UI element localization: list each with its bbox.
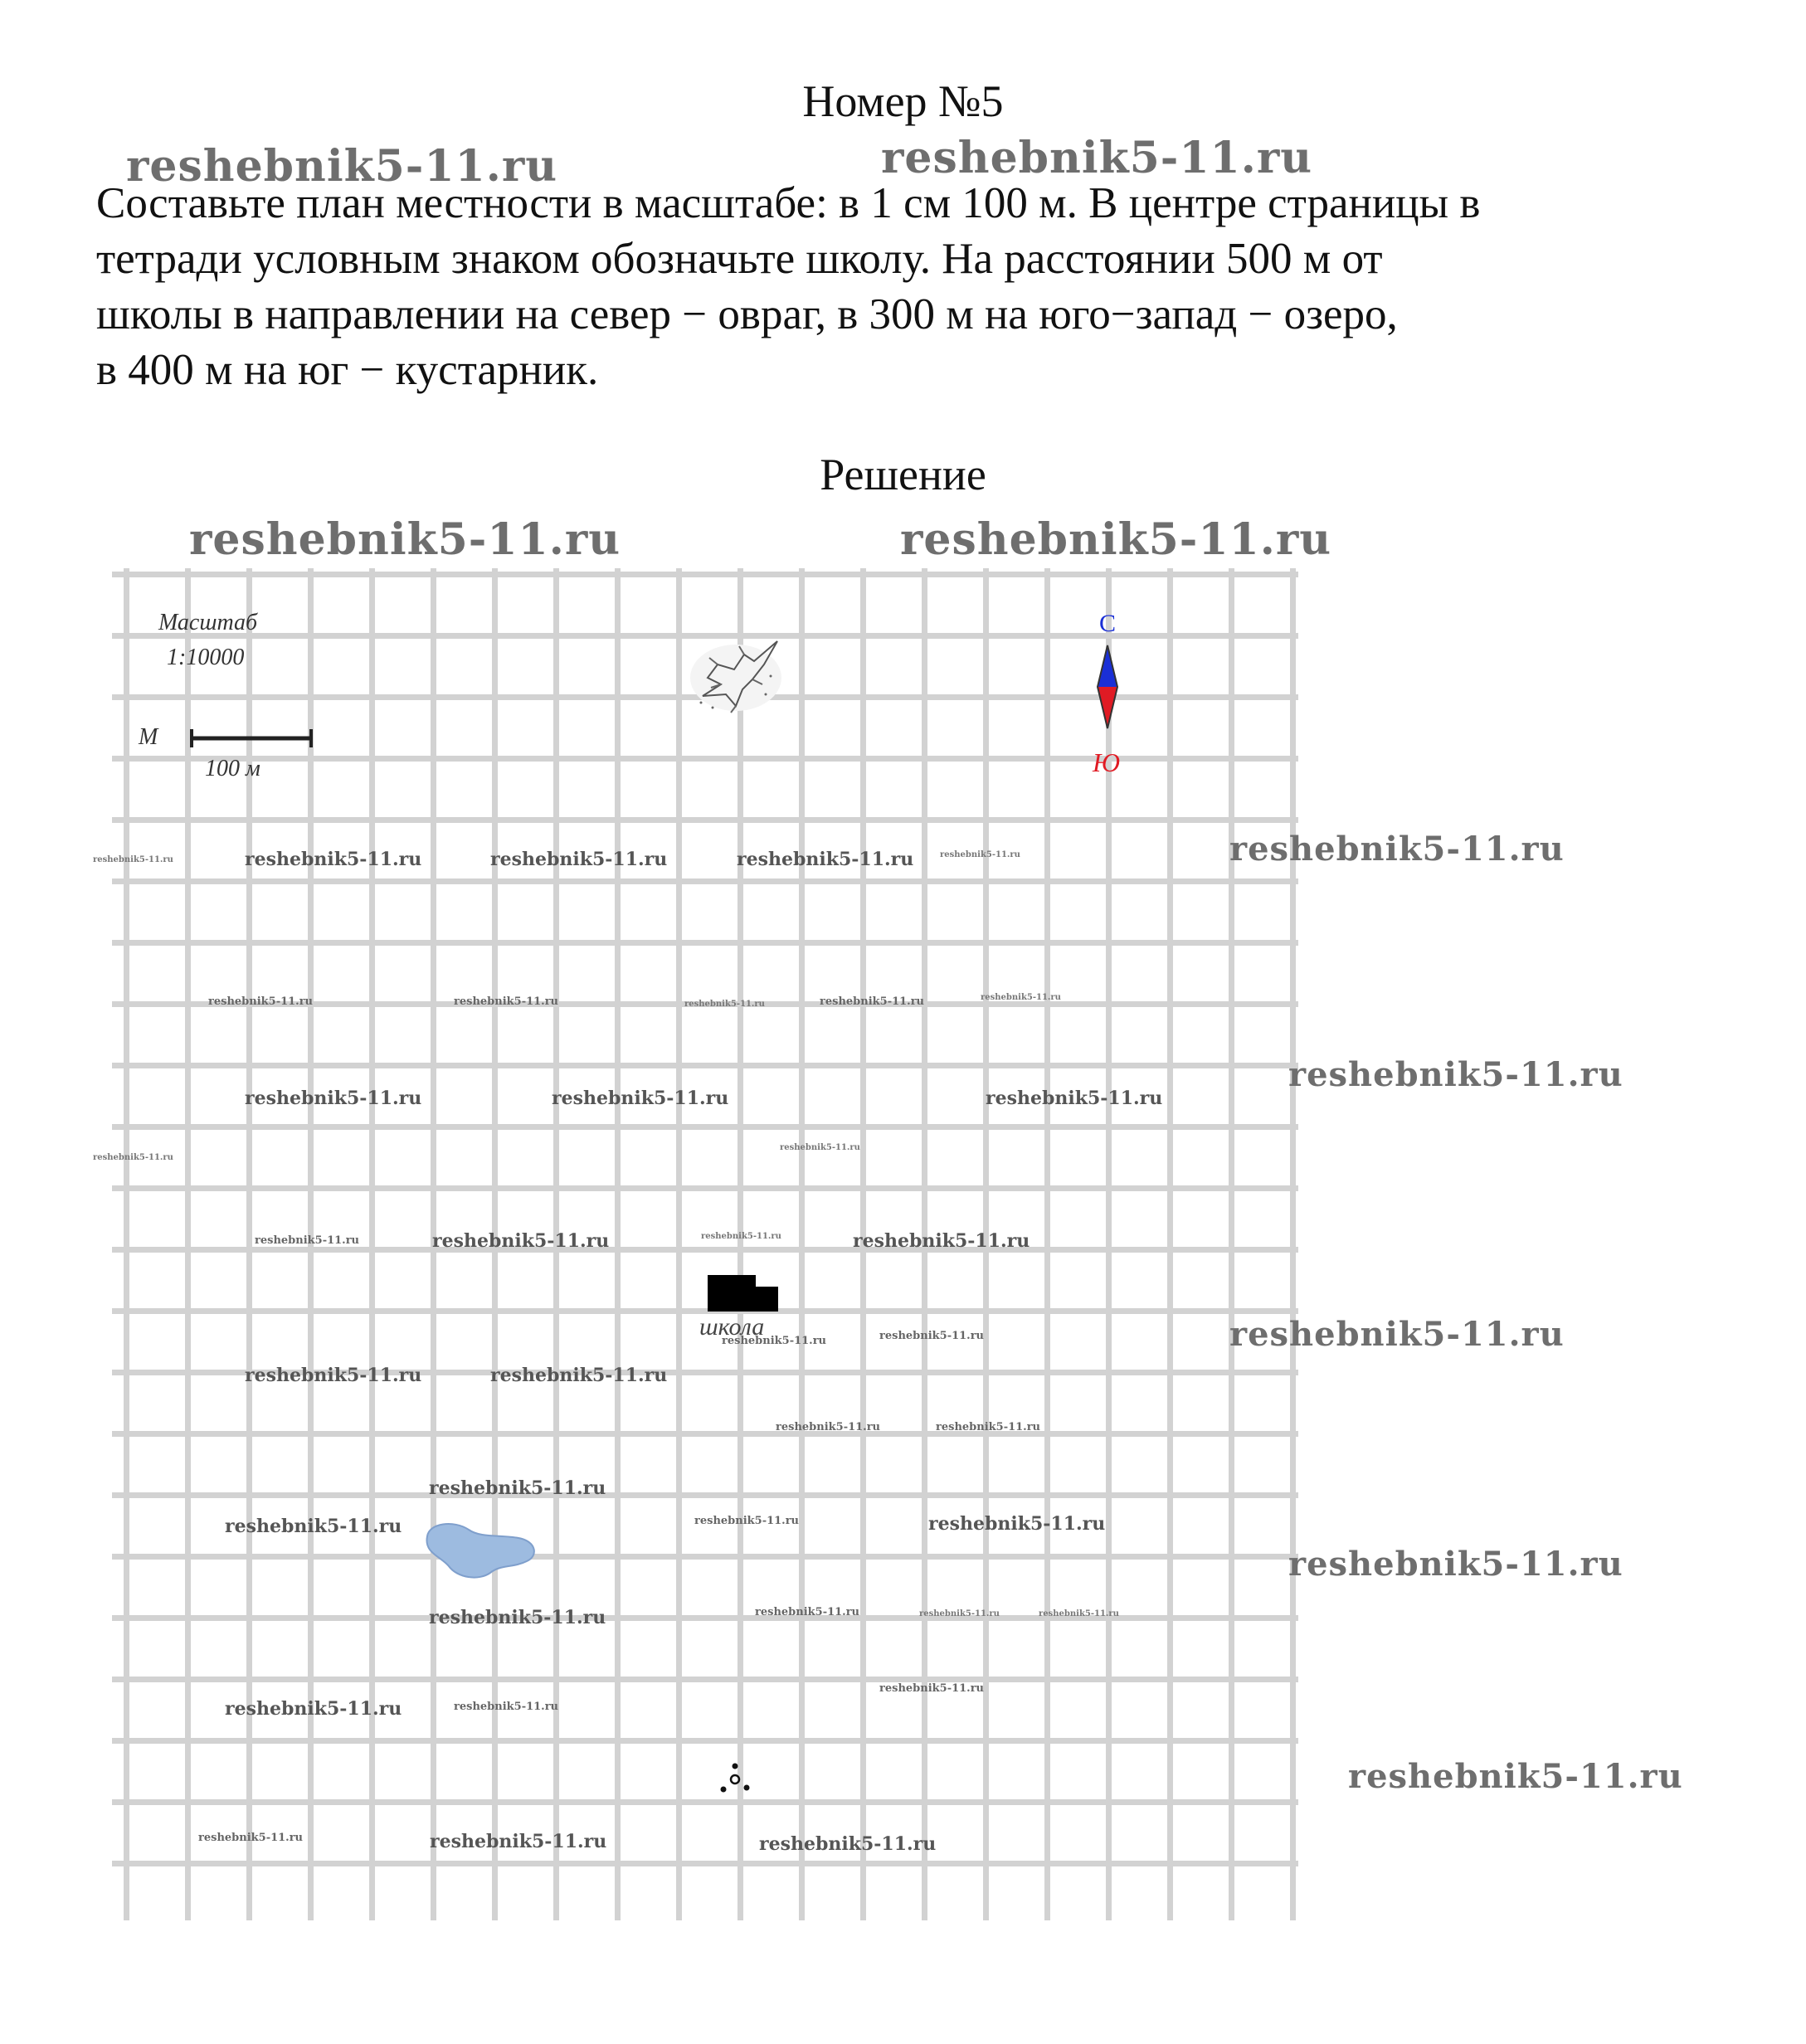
scale-bar-letter: М [139,724,158,750]
watermark: reshebnik5-11.ru [432,1230,610,1252]
task-text [96,176,1722,398]
watermark: reshebnik5-11.ru [454,1701,559,1713]
watermark: reshebnik5-11.ru [722,1335,827,1347]
watermark: reshebnik5-11.ru [879,1330,985,1342]
watermark: reshebnik5-11.ru [940,850,1020,859]
watermark: reshebnik5-11.ru [919,1609,1000,1618]
compass-south-arrow [1098,687,1117,728]
scale-bar [187,726,332,751]
watermark: reshebnik5-11.ru [552,1088,729,1109]
scale-label: Масштаб [158,610,258,635]
watermark: reshebnik5-11.ru [225,1698,402,1720]
watermark: reshebnik5-11.ru [490,1365,668,1386]
watermark: reshebnik5-11.ru [429,1607,606,1628]
watermark: reshebnik5-11.ru [225,1516,402,1537]
watermark: reshebnik5-11.ru [93,1153,173,1162]
compass-south-label: Ю [1093,747,1121,777]
watermark: reshebnik5-11.ru [1229,1315,1565,1354]
watermark: reshebnik5-11.ru [1039,1609,1119,1618]
watermark: reshebnik5-11.ru [755,1606,860,1618]
watermark: reshebnik5-11.ru [126,141,558,192]
watermark: reshebnik5-11.ru [684,1000,765,1009]
watermark: reshebnik5-11.ru [701,1232,781,1241]
watermark: reshebnik5-11.ru [245,1365,422,1386]
task-line: школы в направлении на север − овраг, в 300 м на юго−запад − озеро, [96,290,1398,338]
watermark: reshebnik5-11.ru [454,995,559,1008]
watermark: reshebnik5-11.ru [255,1234,360,1247]
watermark: reshebnik5-11.ru [490,849,668,870]
ravine-icon [684,636,784,715]
watermark: reshebnik5-11.ru [759,1833,937,1855]
watermark: reshebnik5-11.ru [93,855,173,864]
shrub-icon [713,1754,763,1804]
watermark: reshebnik5-11.ru [429,1477,606,1499]
solution-title: Решение [820,450,986,499]
terrain-plan [93,568,1298,1920]
watermark: reshebnik5-11.ru [694,1515,800,1527]
watermark: reshebnik5-11.ru [245,849,422,870]
watermark: reshebnik5-11.ru [853,1230,1030,1252]
task-line: Составьте план местности в масштабе: в 1 см 100 м. В центре страницы в [96,179,1481,227]
scale-bar-label: 100 м [205,756,260,781]
school-label: школа [699,1313,765,1341]
watermark: reshebnik5-11.ru [1348,1757,1683,1796]
school-icon [708,1275,778,1312]
watermark: reshebnik5-11.ru [981,993,1061,1002]
watermark: reshebnik5-11.ru [1229,830,1565,869]
task-line: тетради условным знаком обозначьте школу. На расстоянии 500 м от [96,235,1383,283]
watermark: reshebnik5-11.ru [208,995,314,1008]
watermark: reshebnik5-11.ru [879,1682,985,1695]
watermark: reshebnik5-11.ru [900,514,1332,565]
compass-north-arrow [1098,645,1117,687]
watermark: reshebnik5-11.ru [936,1421,1041,1433]
watermark: reshebnik5-11.ru [737,849,914,870]
watermark: reshebnik5-11.ru [189,514,621,565]
watermark: reshebnik5-11.ru [776,1421,881,1433]
lake-icon [421,1518,541,1580]
watermark: reshebnik5-11.ru [245,1088,422,1109]
watermark: reshebnik5-11.ru [198,1832,304,1844]
page-title: Номер №5 [802,76,1004,126]
task-line: в 400 м на юг − кустарник. [96,346,599,394]
watermark: reshebnik5-11.ru [780,1143,860,1152]
watermark: reshebnik5-11.ru [881,133,1313,183]
watermark: reshebnik5-11.ru [986,1088,1163,1109]
scale-ratio: 1:10000 [167,645,245,670]
watermark: reshebnik5-11.ru [928,1513,1106,1535]
watermark: reshebnik5-11.ru [1288,1545,1623,1584]
watermark: reshebnik5-11.ru [430,1831,607,1852]
watermark: reshebnik5-11.ru [820,995,925,1008]
watermark: reshebnik5-11.ru [1288,1055,1623,1094]
compass-north-label: С [1099,610,1117,637]
